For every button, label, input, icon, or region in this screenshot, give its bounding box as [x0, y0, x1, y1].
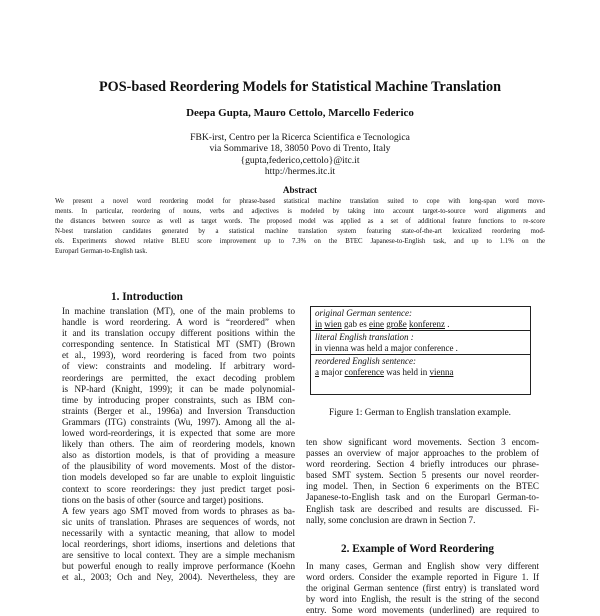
body-line: nally, some conclusion are drawn in Section 7.: [306, 514, 476, 525]
body-line: word orders. Consider the example reported in Figure 1. If: [306, 572, 539, 583]
body-line: lowed word-reorderings, it is expected that some are more: [62, 428, 295, 439]
body-line: In machine translation (MT), one of the main problems to: [62, 306, 295, 316]
body-line: of the plausibility of word movements. Most of the distor-: [62, 461, 295, 472]
body-line: entry. Some word movements (underlined) are required to: [306, 605, 539, 616]
body-line: ing model. Then, in Section 6 experiments on the BTEC: [306, 481, 539, 492]
figure-row-original: [311, 307, 530, 331]
body-line: word reordering. Section 4 briefly introduces our phrase-: [306, 459, 539, 470]
body-line: passes an overview of major approaches to the problem of: [306, 448, 539, 459]
body-line: tion models developed so far are unable to exploit linguistic: [62, 472, 295, 483]
body-line: Japanese-to-English task and on the Europarl German-to-: [306, 492, 539, 503]
german-word: .: [447, 318, 450, 329]
abstract-line: N-best translation candidates generated by a statistical machine translation system featuring state-of-the-art lexicalized reordering mod-: [55, 227, 545, 235]
figure-1-caption: Figure 1: German to English translation example.: [329, 407, 511, 417]
right-column-intro-continued: [306, 437, 539, 526]
abstract-line: We present a novel word reordering model for phrase-based statistical machine translation suited to cope with long-span word move-: [55, 198, 545, 205]
figure-row-literal: [311, 331, 530, 355]
figure-1-box: [310, 306, 531, 395]
section-2-body: [306, 561, 539, 616]
german-word: wien: [324, 318, 342, 329]
affiliation-address: via Sommarive 18, 38050 Povo di Trento, Italy: [209, 143, 391, 155]
paper-title: POS-based Reordering Models for Statistical Machine Translation: [99, 79, 501, 95]
body-line: straints (Berger et al., 1996a) and Inversion Transduction: [62, 405, 295, 416]
original-sentence: [315, 319, 526, 330]
german-word: in: [315, 318, 323, 329]
body-line: et al., 2003; Och and Ney, 2004). Nevertheless, they are: [62, 572, 295, 583]
abstract-line: the distances between source as well as target words. The proposed model was applied as a set of additional feature functions to re-score: [55, 217, 545, 225]
figure-row-reordered: [311, 355, 530, 378]
body-line: In many cases, German and English show very different: [306, 561, 539, 571]
affiliation-institute: FBK-irst, Centro per la Ricerca Scientifica e Tecnologica: [190, 132, 410, 143]
literal-translation: in vienna was held a major conference .: [315, 342, 458, 353]
english-word: a: [315, 366, 319, 377]
body-line: likely than others. The aim of reordering models, known: [62, 439, 295, 450]
body-line: is NP-hard (Knight, 1999); it can be made polynomial-: [62, 383, 295, 394]
body-line: English task are described and results are discussed. Fi-: [306, 503, 539, 514]
body-line: are sensitive to local context. They are a simple mechanism: [62, 550, 295, 561]
body-line: of view: constraints and modeling. If arbitrary word-: [62, 361, 295, 372]
body-line: based SMT system. Section 5 presents our novel reorder-: [306, 470, 539, 481]
affiliation-url: http://hermes.itc.it: [264, 165, 336, 177]
body-line: it and its translation occupy different positions within the: [62, 328, 295, 339]
section-2-heading: 2. Example of Word Reordering: [341, 543, 494, 555]
literal-translation-label: literal English translation :: [315, 332, 414, 343]
english-word: conference: [344, 366, 384, 377]
german-word: große: [386, 318, 407, 329]
affiliation-block: [40, 132, 560, 177]
body-line: et al., 1993), word reordering is faced from two points: [62, 350, 295, 361]
body-line: by word into English, the result is the string of the second: [306, 594, 539, 605]
body-line: the original German sentence (first entry) is translated word: [306, 583, 539, 594]
body-line: ten show significant word movements. Section 3 encom-: [306, 437, 539, 447]
german-word: gab es: [344, 318, 367, 329]
abstract-line: els. Experiments showed relative BLEU score improvement up to 7.3% on the BTEC Japanese-to-English task, and up to 1.1% on the: [55, 237, 545, 245]
abstract-line: ments. In particular, reordering of nouns, verbs and adjectives is modeled by taking into account target-to-source word alignments and: [55, 207, 545, 215]
section-1-body: [62, 306, 295, 583]
body-line: handle is word reordering. A word is “reordered” when: [62, 317, 295, 328]
english-word: vienna: [429, 366, 454, 377]
german-word: eine: [369, 318, 385, 329]
original-sentence-label: original German sentence:: [315, 308, 412, 318]
body-line: tions on the basis of other (source and target) positions.: [62, 494, 264, 505]
english-word: was held in: [386, 366, 428, 377]
abstract-heading: Abstract: [282, 185, 318, 195]
english-word: major: [321, 366, 343, 377]
body-line: Grammars (ITG) constraints (Wu, 1997). Among all the al-: [62, 416, 295, 427]
body-line: necessarily with a syntactic meaning, that allow to model: [62, 527, 295, 538]
abstract-line: Europarl German-to-English task.: [55, 247, 148, 255]
body-line: corresponding sentence. In Statistical MT (SMT) (Brown: [62, 339, 295, 350]
reordered-sentence: [315, 367, 526, 378]
body-line: also as distortion models, is that of providing a measure: [62, 450, 295, 461]
reordered-sentence-label: reordered English sentence:: [315, 356, 416, 367]
german-word: konferenz: [409, 318, 445, 329]
author-list: Deepa Gupta, Mauro Cettolo, Marcello Federico: [186, 107, 414, 119]
body-line: reorderings are permitted, the exact decoding problem: [62, 372, 295, 383]
affiliation-email: {gupta,federico,cettolo}@itc.it: [240, 154, 360, 166]
body-line: context to score reorderings: they just predict target posi-: [62, 483, 295, 494]
abstract-body: [55, 197, 545, 256]
body-line: local reorderings, short idioms, insertions and deletions that: [62, 538, 295, 549]
body-line: A few years ago SMT moved from words to phrases as ba-: [62, 505, 295, 516]
body-line: time by introducing proper constraints, such as IBM con-: [62, 394, 295, 405]
section-1-heading: 1. Introduction: [111, 291, 183, 303]
body-line: sic units of translation. Phrases are sequences of words, not: [62, 516, 295, 527]
body-line: but powerful enough to really improve performance (Koehn: [62, 561, 295, 572]
